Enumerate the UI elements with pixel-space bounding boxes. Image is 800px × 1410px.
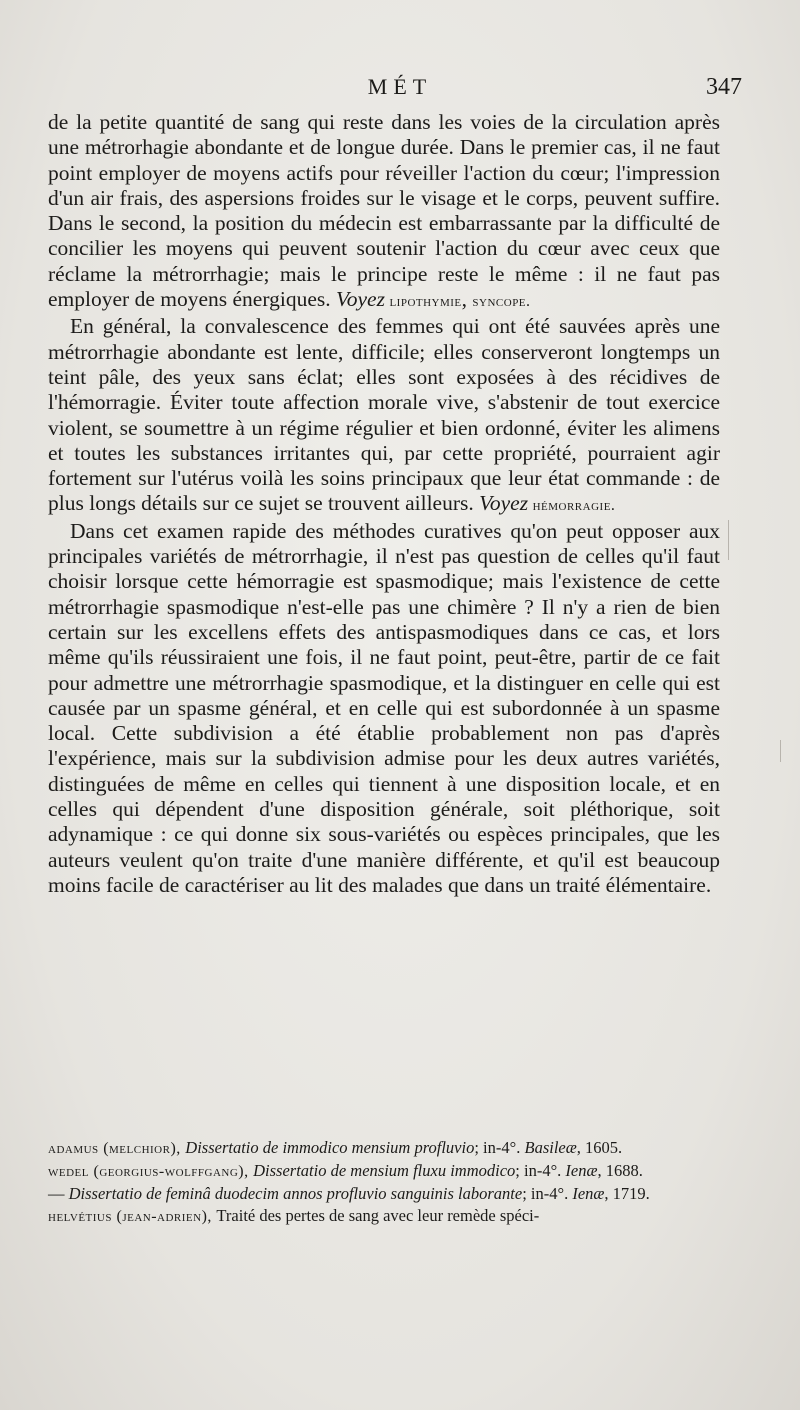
text-run: , 1688. [597, 1161, 643, 1180]
italic-text: Ienæ [565, 1161, 598, 1180]
small-caps-text: (jean-adrien), [111, 1208, 217, 1225]
paragraph [48, 314, 720, 518]
page-number: 347 [706, 74, 742, 100]
text-run: ; in-4°. [515, 1161, 566, 1180]
italic-text: Dissertatio de feminâ duodecim annos profluvio sanguinis laborante [68, 1184, 523, 1203]
paragraph [48, 519, 720, 898]
italic-text: Voyez [335, 287, 385, 312]
italic-text: Basileæ [524, 1138, 577, 1157]
bibliography-entry [48, 1183, 728, 1205]
small-caps-text: syncope. [472, 293, 531, 311]
text-run: Traité des pertes de sang avec leur remède spéci- [216, 1206, 540, 1225]
small-caps-text: adamus [48, 1140, 99, 1157]
bibliography-entry [48, 1205, 728, 1228]
text-run: de la petite quantité de sang qui reste dans les voies de la circulation après une métrorhagie abondante et de longue durée. Dans le premier cas, il ne faut point employer de moyens actifs pour réveiller l'action du cœur; l'impression d'un air frais, des aspersions froides sur le visage et le corps, peuvent suffire. Dans le second, la position du médecin est embarrassante par la difficulté de concilier les moyens qui peuvent soutenir l'action du cœur avec ceux que réclame la métrorrhagie; mais le principe reste le même : il ne faut pas employer de moyens énergiques. [48, 110, 720, 312]
small-caps-text: lipothymie [384, 293, 462, 311]
page-header [0, 74, 800, 108]
text-run: En général, la convalescence des femmes qui ont été sauvées après une métrorrhagie abondante est lente, difficile; elles conserveront longtemps un teint pâle, des yeux sans éclat; elles sont exposées à des récidives de l'hémorragie. Éviter toute affection morale vive, s'abstenir de tout exercice violent, se soumettre à un régime régulier et bien ordonné, éviter les alimens et toutes les substances irritantes qui, par cette propriété, pourraient agir fortement sur l'utérus voilà les soins principaux que leur état commande : de plus longs détails sur ce sujet se trouvent ailleurs. [48, 314, 720, 516]
bibliography [48, 1137, 728, 1228]
text-run: , 1605. [576, 1138, 623, 1157]
italic-text: Voyez [479, 491, 529, 516]
text-run: Dans cet examen rapide des méthodes curatives qu'on peut opposer aux principales variétés de métrorrhagie, il n'est pas question de celles qu'il faut choisir lorsque cette hémorragie est spasmodique; mais l'existence de cette métrorrhagie spasmodique n'est-elle pas une chimère ? Il n'y a rien de bien certain sur les excellens effets des antispasmodiques dans ce cas, et lors même qu'ils réussiraient une fois, il ne faut point, peut-être, partir de ce fait pour admettre une métrorrhagie spasmodique, et la distinguer en celle qui est causée par un spasme général, et en celle qui est subordonnée à un spasme local. Cette subdivision a été établie probablement non pas d'après l'expérience, mais sur la subdivision admise pour les deux autres variétés, distinguées de même en celles qui tiennent à une disposition locale, et en celles qui dépendent d'une disposition générale, soit pléthorique, soit adynamique : ce qui donne six sous-variétés ou espèces principales, que les auteurs veulent qu'on traite d'une manière différente, et qu'il est beaucoup moins facile de caractériser au lit des malades que dans un traité élémentaire. [48, 518, 720, 897]
small-caps-text: (georgius-wolffgang), [88, 1163, 254, 1180]
paragraph [48, 110, 720, 314]
text-run: , [461, 287, 473, 312]
small-caps-text: hémorragie. [528, 497, 616, 515]
text-run: — [48, 1184, 69, 1203]
margin-mark [780, 740, 781, 762]
text-run: , 1719. [604, 1184, 650, 1203]
italic-text: Dissertatio de immodico mensium profluvio [185, 1138, 475, 1157]
small-caps-text: wedel [48, 1163, 89, 1180]
text-run: ; in-4°. [474, 1138, 525, 1157]
body-text [48, 110, 720, 898]
bibliography-entry [48, 1137, 728, 1160]
text-run: ; in-4°. [522, 1184, 573, 1203]
running-head: MÉT [367, 74, 433, 99]
margin-mark [728, 520, 729, 560]
italic-text: Dissertatio de mensium fluxu immodico [253, 1161, 516, 1180]
small-caps-text: (melchior), [98, 1140, 186, 1157]
italic-text: Ienæ [572, 1184, 605, 1203]
bibliography-entry [48, 1160, 728, 1183]
small-caps-text: helvétius [48, 1208, 112, 1225]
